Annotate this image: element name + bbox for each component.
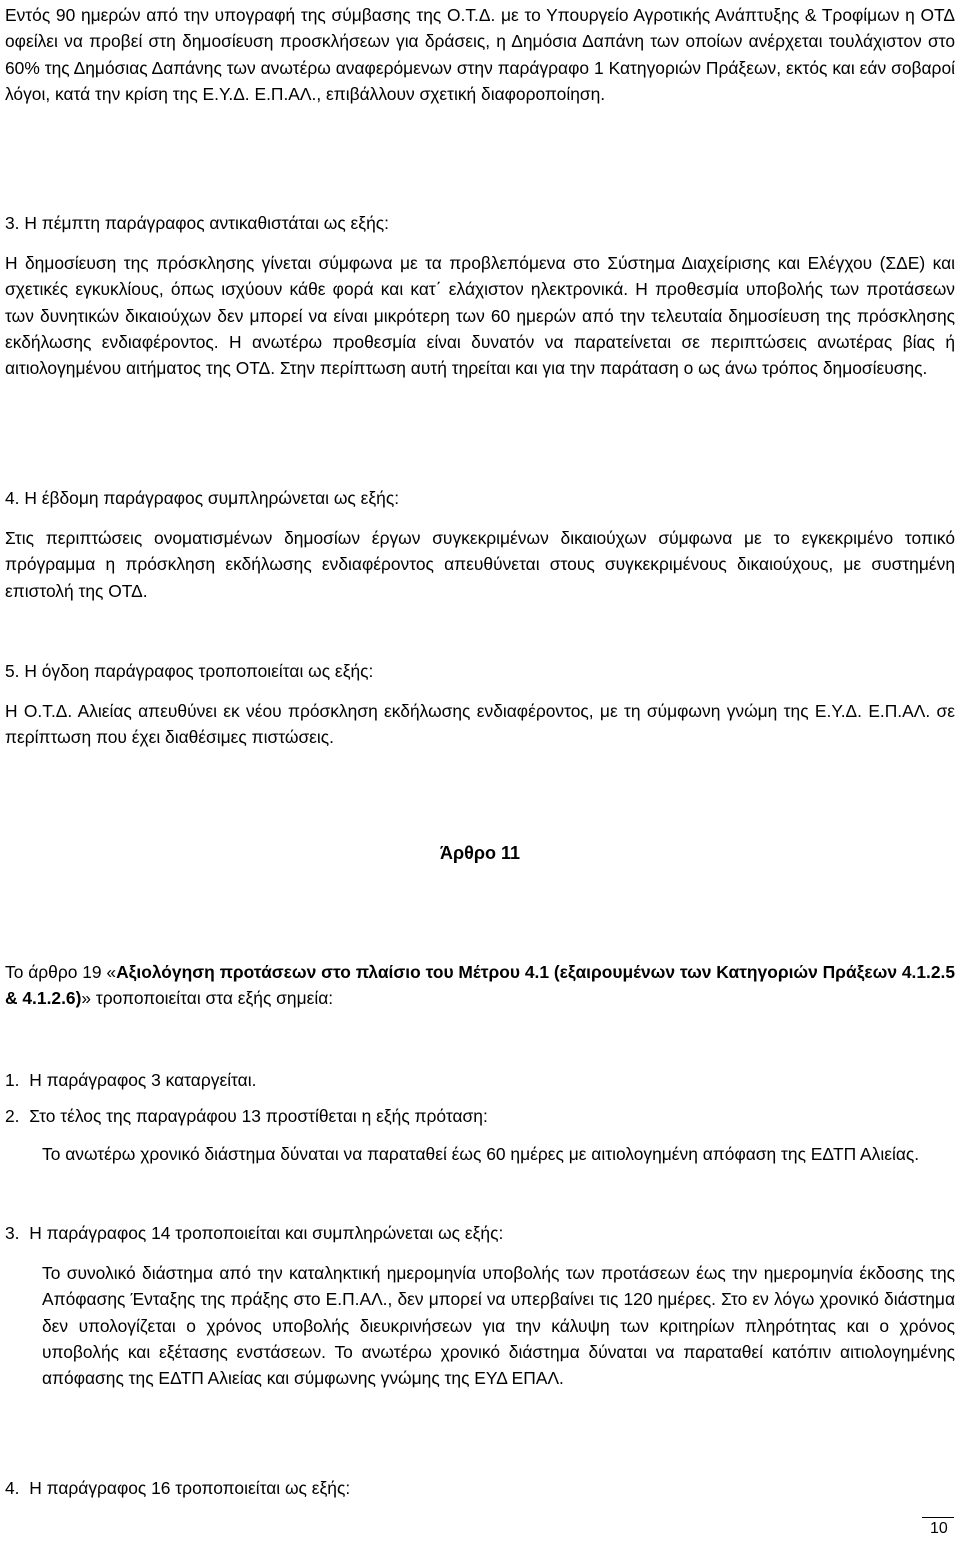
item3-text: Η δημοσίευση της πρόσκλησης γίνεται σύμφωνα με τα προβλεπόμενα στο Σύστημα Διαχείρισης και Ελέγχου (ΣΔΕ) και σχετικές εγκυκλίους, όπως ισχύουν κάθε φορά και κατ΄ ελάχιστον ηλεκτρονικά. Η προθεσμία υποβολής των προτάσεων των δυνητικών δικαιούχων δεν μπορεί να είναι μικρότερη των 60 ημερών από την τελευταία δημοσίευση της πρόσκλησης εκδήλωσης ενδιαφέροντος. Η ανωτέρω προθεσμία είναι δυνατόν να παρατείνεται σε περιπτώσεις ανωτέρας βίας ή αιτιολογημένου αιτήματος της ΟΤΔ. Στην περίπτωση αυτή τηρείται και για την παράταση ο ως άνω τρόπος δημοσίευσης. (5, 253, 955, 379)
page-number: 10 (930, 1520, 948, 1537)
item5-intro: 5. Η όγδοη παράγραφος τροποποιείται ως εξής: (5, 661, 374, 681)
point-number: 3. (5, 1223, 20, 1243)
article-intro-bold: Αξιολόγηση προτάσεων στο πλαίσιο του Μέτρου 4.1 (εξαιρουμένων των Κατηγοριών Πράξεων 4.1.2.5 & 4.1.2.6) (5, 962, 956, 1009)
top-paragraph: Εντός 90 ημερών από την υπογραφή της σύμβασης της Ο.Τ.Δ. με το Υπουργείο Αγροτικής Ανάπτυξης & Τροφίμων η ΟΤΔ οφείλει να προβεί στη δημοσίευση προσκλήσεων για δράσεις, η Δημόσια Δαπάνη των οποίων ανέρχεται τουλάχιστον στο 60% της Δημόσιας Δαπάνης των ανωτέρω αναφερόμενων στην παράγραφο 1 Κατηγοριών Πράξεων, εκτός και εάν σοβαροί λόγοι, κατά την κρίση της Ε.Υ.Δ. Ε.Π.ΑΛ., επιβάλλουν σχετική διαφοροποίηση. (5, 5, 955, 104)
article-intro (5, 959, 955, 1012)
article-intro-part1: Το άρθρο 19 « (5, 962, 117, 982)
item4-intro: 4. Η έβδομη παράγραφος συμπληρώνεται ως εξής: (5, 488, 400, 508)
point-1 (5, 1067, 256, 1093)
point-text: Η παράγραφος 3 καταργείται. (29, 1070, 257, 1090)
article-intro-part2: » τροποποιείται στα εξής σημεία: (81, 988, 334, 1009)
point-4 (5, 1475, 350, 1501)
point-2-text: Το ανωτέρω χρονικό διάστημα δύναται να παραταθεί έως 60 ημέρες με αιτιολογημένη απόφαση της ΕΔΤΠ Αλιείας. (42, 1144, 920, 1164)
item4-text: Στις περιπτώσεις ονοματισμένων δημοσίων έργων συγκεκριμένων δικαιούχων σύμφωνα με το εγκεκριμένο τοπικό πρόγραμμα η πρόσκληση εκδήλωσης ενδιαφέροντος απευθύνεται στους συγκεκριμένους δικαιούχους, με συστημένη επιστολή της ΟΤΔ. (5, 528, 955, 601)
point-3-text: Το συνολικό διάστημα από την καταληκτική ημερομηνία υποβολής των προτάσεων έως την ημερομηνία έκδοσης της Απόφασης Ένταξης της πράξης στο Ε.Π.ΑΛ., δεν μπορεί να υπερβαίνει τις 120 ημέρες. Στο εν λόγω χρονικό διάστημα δεν υπολογίζεται ο χρόνος υποβολής διευκρινήσεων για την κάλυψη των κριτηρίων πληρότητας και ο χρόνος υποβολής και εξέτασης ενστάσεων. Το ανωτέρω χρονικό διάστημα δύναται να παραταθεί κατόπιν αιτιολογημένης απόφασης της ΕΔΤΠ Αλιείας και σύμφωνης γνώμης της ΕΥΔ ΕΠΑΛ. (42, 1263, 955, 1389)
point-text: Στο τέλος της παραγράφου 13 προστίθεται η εξής πρόταση: (29, 1106, 488, 1126)
point-number: 2. (5, 1106, 20, 1126)
point-text: Η παράγραφος 16 τροποποιείται ως εξής: (29, 1478, 351, 1498)
item3-intro: 3. Η πέμπτη παράγραφος αντικαθιστάται ως εξής: (5, 213, 389, 233)
footer-rule (922, 1517, 954, 1518)
article-title: Άρθρο 11 (439, 843, 521, 863)
point-3 (5, 1220, 503, 1246)
point-2 (5, 1103, 488, 1129)
point-number: 4. (5, 1478, 20, 1498)
point-number: 1. (5, 1070, 20, 1090)
item5-text: Η Ο.Τ.Δ. Αλιείας απευθύνει εκ νέου πρόσκληση εκδήλωσης ενδιαφέροντος, με τη σύμφωνη γνώμη της Ε.Υ.Δ. Ε.Π.ΑΛ. σε περίπτωση που έχει διαθέσιμες πιστώσεις. (5, 701, 955, 748)
point-text: Η παράγραφος 14 τροποποιείται και συμπληρώνεται ως εξής: (29, 1223, 504, 1243)
